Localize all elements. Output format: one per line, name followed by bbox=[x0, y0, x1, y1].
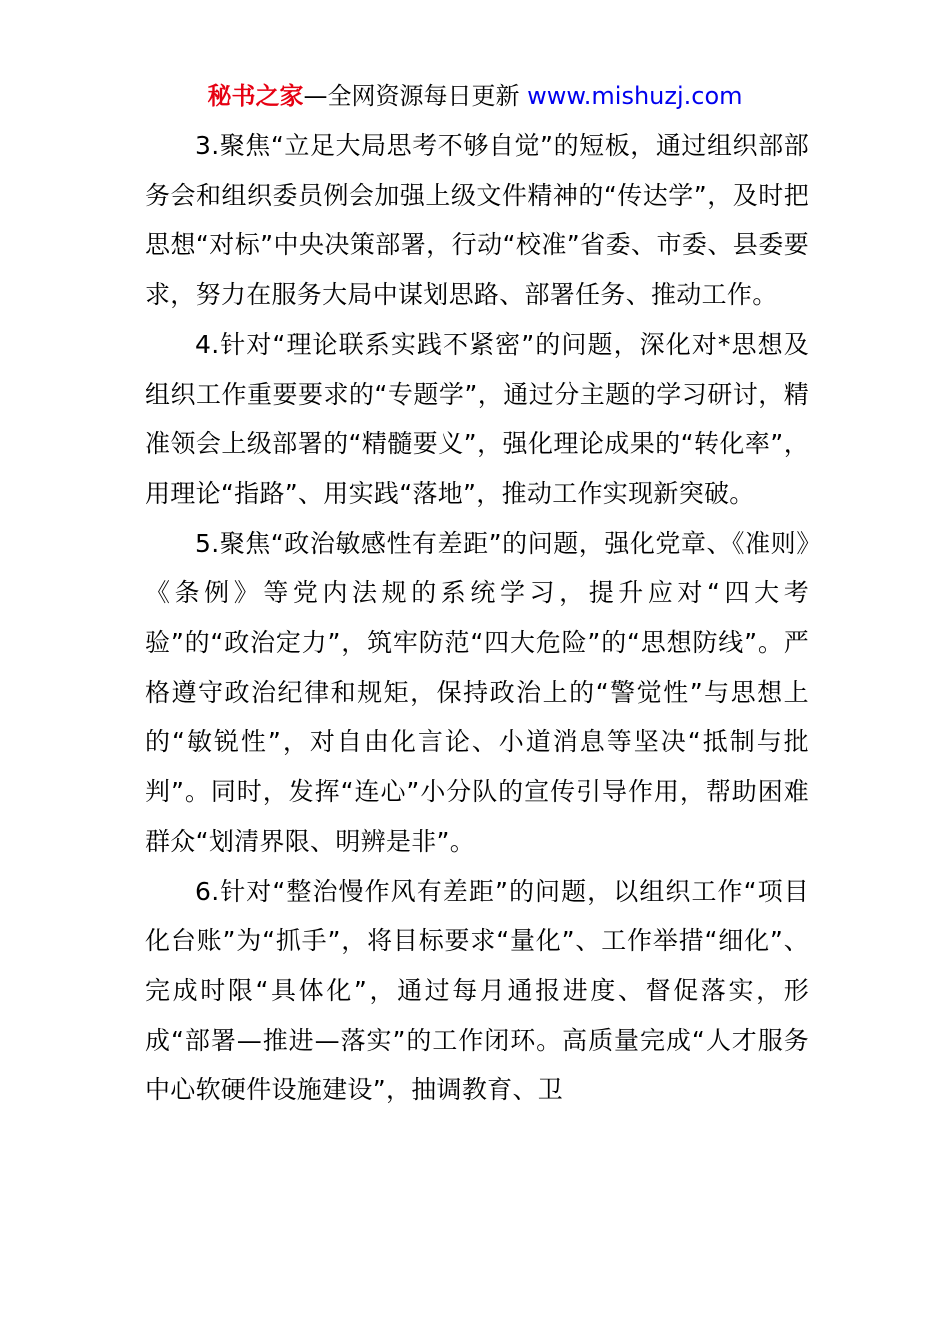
paragraph-5: 5.聚焦“政治敏感性有差距”的问题，强化党章、《准则》《条例》等党内法规的系统学习，提升应对“四大考验”的“政治定力”，筑牢防范“四大危险”的“思想防线”。严格遵守政治纪律和规矩，保持政治上的“警觉性”与思想上的“敏锐性”，对自由化言论、小道消息等坚决“抵制与批判”。同时，发挥“连心”小分队的宣传引导作用，帮助困难群众“划清界限、明辨是非”。 bbox=[145, 528, 809, 856]
document-body bbox=[145, 121, 809, 1115]
site-header bbox=[0, 80, 950, 112]
paragraph-4: 4.针对“理论联系实践不紧密”的问题，深化对*思想及组织工作重要要求的“专题学”，通过分主题的学习研讨，精准领会上级部署的“精髓要义”，强化理论成果的“转化率”，用理论“指路”、用实践“落地”，推动工作实现新突破。 bbox=[145, 329, 809, 508]
paragraph-6: 6.针对“整治慢作风有差距”的问题，以组织工作“项目化台账”为“抓手”，将目标要求“量化”、工作举措“细化”、完成时限“具体化”，通过每月通报进度、督促落实，形成“部署—推进—落实”的工作闭环。高质量完成“人才服务中心软硬件设施建设”，抽调教育、卫 bbox=[145, 876, 809, 1105]
site-brand: 秘书之家 bbox=[207, 82, 304, 110]
site-slogan: —全网资源每日更新 bbox=[303, 82, 520, 110]
site-url-link[interactable]: www.mishuzj.com bbox=[527, 82, 743, 110]
paragraph-3: 3.聚焦“立足大局思考不够自觉”的短板，通过组织部部务会和组织委员例会加强上级文件精神的“传达学”，及时把思想“对标”中央决策部署，行动“校准”省委、市委、县委要求，努力在服务大局中谋划思路、部署任务、推动工作。 bbox=[145, 131, 809, 310]
